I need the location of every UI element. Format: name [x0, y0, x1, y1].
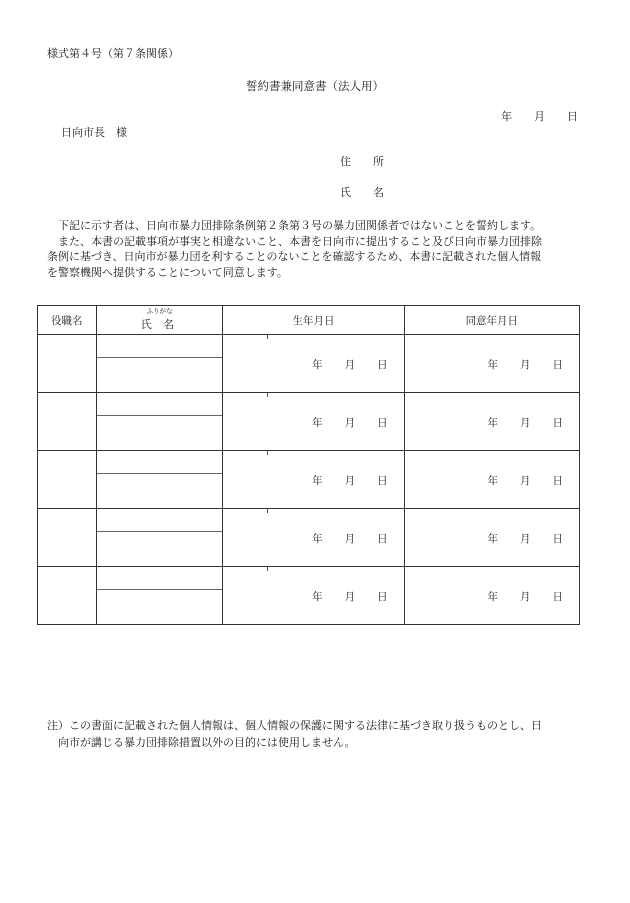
header-name	[96, 306, 223, 335]
address-label-char2: 所	[373, 155, 384, 168]
year-label: 年	[487, 533, 498, 545]
pledge-paragraph-2-line-2: 条例に基づき、日向市が暴力団を利することのないことを確認するため、本書に記載された個人情報	[47, 250, 542, 263]
name-cell[interactable]	[96, 509, 223, 567]
month-label: 月	[344, 417, 356, 429]
birth-date-ymd	[312, 415, 388, 430]
document-title: 誓約書兼同意書（法人用）	[246, 79, 384, 93]
cell-tick	[267, 451, 268, 455]
name-cell[interactable]	[96, 393, 223, 451]
role-cell[interactable]	[38, 451, 97, 509]
cell-tick	[267, 509, 268, 513]
note-mark: 注）	[47, 719, 69, 732]
year-label: 年	[312, 533, 323, 545]
table-row	[38, 335, 580, 393]
month-label: 月	[520, 591, 531, 603]
name-cell[interactable]	[96, 567, 223, 625]
month-label: 月	[344, 533, 356, 545]
header-consent-date: 同意年月日	[404, 306, 579, 335]
submission-date	[501, 108, 578, 124]
address-label-char1: 住	[340, 155, 351, 168]
furigana-divider	[97, 415, 223, 416]
addressee: 日向市長 様	[61, 126, 127, 139]
role-cell[interactable]	[38, 393, 97, 451]
day-label: 日	[377, 475, 388, 487]
note-line-2: 向市が講じる暴力団排除措置以外の目的には使用しません。	[58, 736, 356, 749]
table-row	[38, 393, 580, 451]
day-label: 日	[552, 533, 563, 545]
header-name-label: 氏 名	[140, 318, 179, 331]
year-label: 年	[312, 417, 323, 429]
birth-date-cell[interactable]	[223, 393, 404, 451]
consent-date-cell[interactable]	[404, 567, 579, 625]
form-number: 様式第４号（第７条関係）	[47, 47, 179, 60]
date-month-label: 月	[534, 110, 545, 123]
cell-tick	[267, 393, 268, 397]
pledge-paragraph-2-line-3: を警察機関へ提供することについて同意します。	[47, 265, 288, 279]
name-cell[interactable]	[96, 335, 223, 393]
birth-date-cell[interactable]	[223, 335, 404, 393]
note-line-1: この書面に記載された個人情報は、個人情報の保護に関する法律に基づき取り扱うものとし、日	[69, 719, 542, 732]
year-label: 年	[487, 591, 498, 603]
cell-tick	[267, 335, 268, 339]
consent-date-cell[interactable]	[404, 335, 579, 393]
day-label: 日	[552, 591, 563, 603]
day-label: 日	[377, 417, 388, 429]
furigana-divider	[97, 473, 223, 474]
privacy-note	[47, 717, 592, 751]
year-label: 年	[312, 475, 323, 487]
consent-date-ymd	[488, 357, 564, 372]
month-label: 月	[344, 591, 356, 603]
day-label: 日	[552, 359, 563, 371]
year-label: 年	[487, 359, 498, 371]
consent-date-ymd	[488, 473, 564, 488]
month-label: 月	[520, 417, 531, 429]
month-label: 月	[344, 475, 356, 487]
year-label: 年	[312, 591, 323, 603]
day-label: 日	[377, 533, 388, 545]
birth-date-ymd	[312, 531, 388, 546]
consent-date-cell[interactable]	[404, 393, 579, 451]
year-label: 年	[312, 359, 323, 371]
birth-date-ymd	[312, 473, 388, 488]
day-label: 日	[377, 359, 388, 371]
table-row	[38, 509, 580, 567]
consent-date-ymd	[488, 415, 564, 430]
day-label: 日	[552, 417, 563, 429]
month-label: 月	[520, 533, 531, 545]
date-year-label: 年	[501, 110, 512, 123]
name-label-char2: 名	[373, 186, 384, 199]
consent-date-ymd	[488, 531, 564, 546]
role-cell[interactable]	[38, 567, 97, 625]
role-cell[interactable]	[38, 335, 97, 393]
header-role: 役職名	[38, 306, 97, 335]
day-label: 日	[377, 591, 388, 603]
name-cell[interactable]	[96, 451, 223, 509]
table-row	[38, 567, 580, 625]
consent-date-cell[interactable]	[404, 451, 579, 509]
furigana-divider	[97, 531, 223, 532]
pledge-paragraph-2-line-1: また、本書の記載事項が事実と相違ないこと、本書を日向市に提出すること及び日向市暴力団排除	[58, 234, 542, 248]
furigana-divider	[97, 589, 223, 590]
furigana-divider	[97, 357, 223, 358]
birth-date-cell[interactable]	[223, 451, 404, 509]
day-label: 日	[552, 475, 563, 487]
header-furigana: ふりがな	[146, 307, 173, 315]
header-birth-date: 生年月日	[223, 306, 404, 335]
year-label: 年	[487, 475, 498, 487]
consent-table	[37, 305, 580, 625]
date-day-label: 日	[567, 110, 578, 123]
pledge-text	[47, 218, 592, 280]
pledge-paragraph-1: 下記に示す者は、日向市暴力団排除条例第２条第３号の暴力団関係者ではないことを誓約します。	[58, 219, 542, 232]
consent-date-cell[interactable]	[404, 509, 579, 567]
role-cell[interactable]	[38, 509, 97, 567]
table-header-row	[38, 306, 580, 335]
birth-date-ymd	[312, 589, 388, 604]
name-label	[340, 184, 384, 200]
month-label: 月	[344, 359, 356, 371]
name-label-char1: 氏	[340, 186, 351, 199]
year-label: 年	[487, 417, 498, 429]
birth-date-cell[interactable]	[223, 509, 404, 567]
birth-date-ymd	[312, 357, 388, 372]
cell-tick	[267, 567, 268, 571]
note-body	[47, 717, 592, 751]
consent-date-ymd	[488, 589, 564, 604]
table-row	[38, 451, 580, 509]
address-label	[340, 153, 384, 169]
month-label: 月	[520, 359, 531, 371]
birth-date-cell[interactable]	[223, 567, 404, 625]
month-label: 月	[520, 475, 531, 487]
